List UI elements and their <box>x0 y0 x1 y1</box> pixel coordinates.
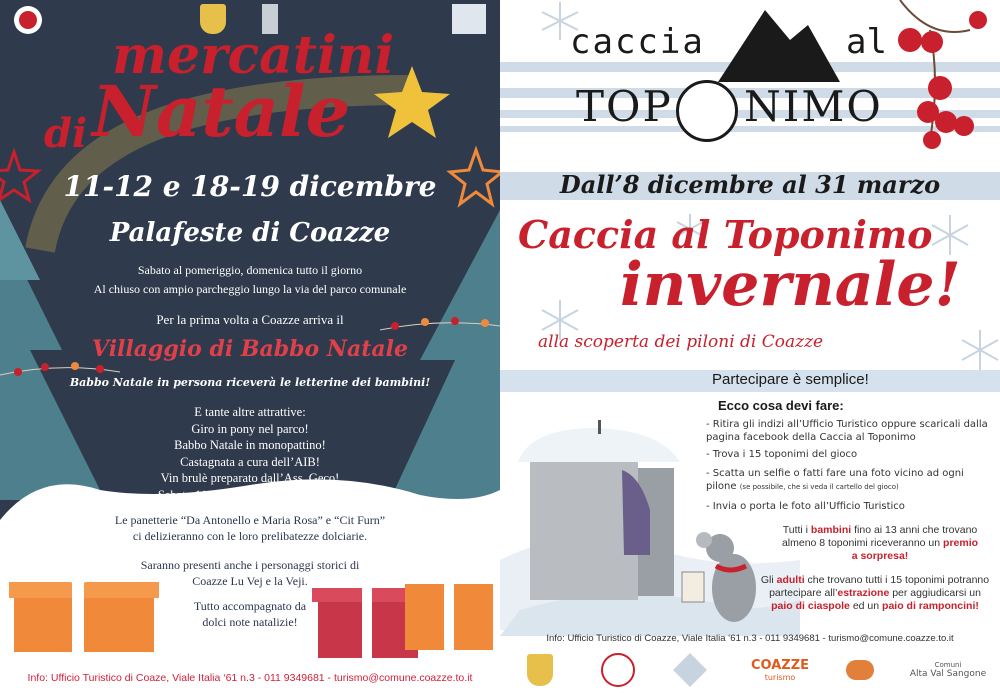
music-text <box>150 598 350 630</box>
event-dates: 11-12 e 18-19 dicembre <box>63 170 437 203</box>
characters-line: Coazze Lu Vej e la Veji. <box>192 574 308 588</box>
kids-highlight: premio a sorpresa! <box>851 537 979 562</box>
coazze-logo <box>14 6 42 34</box>
adults-text: per aggiudicarsi un <box>889 587 981 599</box>
right-dates: Dall’8 dicembre al 31 marzo <box>559 170 941 199</box>
title-mercatini: mercatini <box>112 25 395 86</box>
kids-prize-text <box>780 524 980 563</box>
schedule-text: Sabato al pomeriggio, domenica tutto il giorno <box>137 263 363 277</box>
adults-text: ed un <box>849 600 883 612</box>
header-caccia: caccia <box>570 22 705 62</box>
step-text: - Scatta un selfie o fatti fare una foto vicino ad ogni pilone <box>706 468 964 492</box>
right-info-footer: Info: Ufficio Turistico di Coazze, Viale Italia ‘61 n.3 - 011 9349681 - turismo@comune.coazze.to.it <box>546 633 954 644</box>
step-item: - Invia o porta le foto all’Ufficio Turistico <box>706 501 905 512</box>
adults-highlight: paio di ramponcini! <box>882 600 979 612</box>
cai-logo <box>670 652 710 688</box>
howto-heading: Ecco cosa devi fare: <box>718 398 844 413</box>
attraction-item: Castagnata a cura dell’AIB! <box>180 454 320 469</box>
adults-text: che trovano tutti i 15 toponimi potranno partecipare all’ <box>769 574 990 599</box>
attraction-item: Sabato 11 ci sarà anche una “renna”! <box>157 487 343 502</box>
adults-text: Gli <box>760 574 777 586</box>
title-natale: Natale <box>92 70 351 153</box>
coazze-turismo-text: COAZZE <box>750 658 810 673</box>
characters-line: Saranno presenti anche i personaggi storici di <box>140 558 360 572</box>
comuni-text: Comuni <box>934 661 962 669</box>
step-note: (se possibile, che si veda il cartello del gioco) <box>739 483 899 491</box>
header-topo: TOP <box>576 82 673 131</box>
music-line: dolci note natalizie! <box>202 615 298 629</box>
round-logo <box>600 652 636 688</box>
adults-highlight: estrazione <box>837 587 890 599</box>
kids-highlight: bambini <box>810 524 852 536</box>
bakeries-line: Le panetterie “Da Antonello e Maria Rosa” e “Cit Furn” <box>114 513 386 527</box>
attractions-heading: E tante altre attrattive: <box>194 405 306 419</box>
bakeries-text <box>60 512 440 544</box>
adults-prize-text <box>760 574 990 613</box>
toponimo-poster <box>500 0 1000 693</box>
header-al: al <box>846 22 887 62</box>
attraction-item: Giro in pony nel parco! <box>191 421 309 436</box>
attractions-list <box>140 404 360 503</box>
attraction-item: Vin brulè preparato dall’Ass. Geco! <box>160 471 340 485</box>
step-item <box>706 467 988 494</box>
left-info-footer: Info: Ufficio Turistico di Coaze, Viale Italia ‘61 n.3 - 011 9349681 - turismo@comune.coazze.to.it <box>27 672 473 684</box>
kids-text: fino ai 13 anni che trovano almeno 8 toponimi riceveranno un <box>781 524 978 549</box>
step-item: - Ritira gli indizi all’Ufficio Turistico oppure scaricali dalla pagina facebook della Caccia al Toponimo <box>706 419 988 443</box>
title-di: di <box>44 110 88 157</box>
step-item: - Trova i 15 toponimi del gioco <box>706 449 858 460</box>
coazze-turismo-sub: turismo <box>764 673 796 682</box>
venue: Palafeste di Coazze <box>109 218 391 248</box>
parking-text: Al chiuso con ampio parcheggio lungo la via del parco comunale <box>93 282 407 296</box>
coazze-turismo-logo <box>748 652 812 688</box>
adults-highlight: adulti <box>776 574 805 586</box>
sponsor-logo <box>452 4 486 34</box>
hand-logo <box>840 652 880 688</box>
alta-val-sangone-logo <box>908 652 988 688</box>
adults-highlight: paio di ciaspole <box>771 600 850 612</box>
attraction-item: Babbo Natale in monopattino! <box>174 438 326 452</box>
coazze-crest-logo <box>522 652 558 688</box>
alta-val-sangone-text: Alta Val Sangone <box>909 669 987 679</box>
music-line: Tutto accompagnato da <box>193 599 307 613</box>
bakeries-line: ci delizieranno con le loro prelibatezze dolciarie. <box>132 529 368 543</box>
title-caccia-toponimo: Caccia al Toponimo <box>518 212 933 257</box>
title-invernale: invernale! <box>620 250 961 320</box>
right-subtitle: alla scoperta dei piloni di Coazze <box>538 332 824 352</box>
characters-text <box>60 557 440 589</box>
kids-text: Tutti i <box>782 524 811 536</box>
header-nimo: NIMO <box>744 82 883 131</box>
participate-heading: Partecipare è semplice! <box>712 371 869 388</box>
map-magnifier-icon <box>676 80 738 142</box>
first-time-text: Per la prima volta a Coazze arriva il <box>156 312 344 327</box>
village-title: Villaggio di Babbo Natale <box>92 336 408 362</box>
letters-text: Babbo Natale in persona riceverà le letterine dei bambini! <box>69 376 431 389</box>
